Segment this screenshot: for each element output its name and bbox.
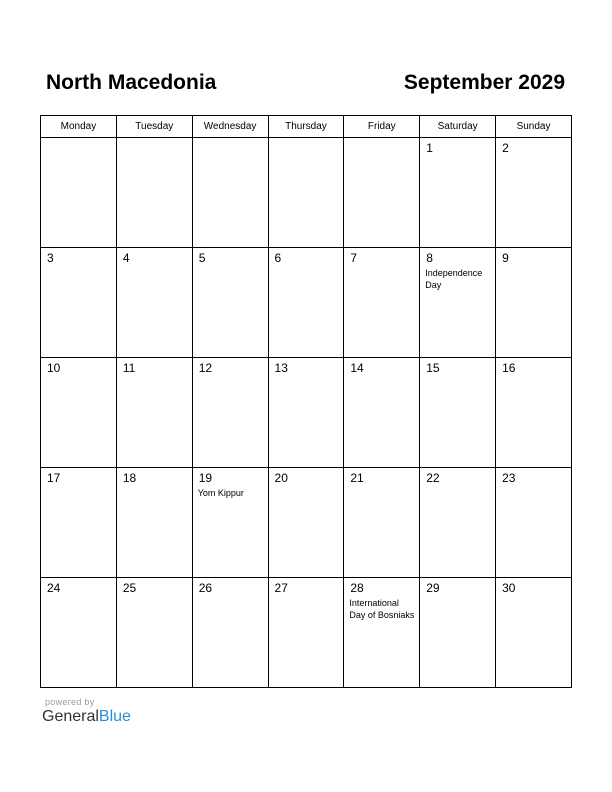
day-cell <box>344 578 420 688</box>
day-cell <box>41 468 117 578</box>
day-number: 14 <box>350 361 364 375</box>
calendar-month-title: September 2029 <box>403 71 565 94</box>
day-cell <box>192 248 268 358</box>
day-cell <box>344 248 420 358</box>
week-row <box>41 468 572 578</box>
day-number: 9 <box>502 251 509 265</box>
day-number: 8 <box>426 251 433 265</box>
day-number: 15 <box>426 361 440 375</box>
week-row <box>41 248 572 358</box>
day-cell <box>192 578 268 688</box>
day-cell <box>268 248 344 358</box>
day-cell <box>344 138 420 248</box>
day-number: 24 <box>47 581 61 595</box>
day-number: 1 <box>426 141 433 155</box>
day-number: 27 <box>274 581 288 595</box>
day-cell <box>420 578 496 688</box>
week-row <box>41 578 572 688</box>
day-number: 26 <box>198 581 213 595</box>
day-number: 4 <box>122 251 130 265</box>
day-number: 7 <box>350 251 358 265</box>
weekday-header: Sunday <box>496 116 572 138</box>
day-cell <box>496 578 572 688</box>
day-number: 10 <box>47 361 61 375</box>
weekday-header: Tuesday <box>116 116 192 138</box>
week-row <box>41 358 572 468</box>
weekday-header: Friday <box>344 116 420 138</box>
brand-blue-text: Blue <box>98 708 131 725</box>
day-cell <box>41 138 117 248</box>
day-number: 25 <box>122 581 137 595</box>
day-number: 16 <box>502 361 516 375</box>
day-cell <box>344 358 420 468</box>
day-cell <box>116 358 192 468</box>
powered-by-text: powered by <box>45 697 95 707</box>
day-cell <box>192 468 268 578</box>
day-number: 6 <box>274 251 282 265</box>
day-cell <box>420 248 496 358</box>
day-number: 21 <box>350 471 364 485</box>
day-number: 3 <box>47 251 54 265</box>
day-cell <box>496 248 572 358</box>
holiday-label: Independence Day <box>425 268 483 290</box>
day-number: 30 <box>502 581 516 595</box>
day-cell <box>496 138 572 248</box>
day-cell <box>420 358 496 468</box>
week-row <box>41 138 572 248</box>
day-number: 12 <box>198 361 213 375</box>
day-number: 5 <box>198 251 206 265</box>
day-number: 28 <box>350 581 364 595</box>
day-cell <box>41 578 117 688</box>
day-cell <box>116 248 192 358</box>
holiday-label: Yom Kippur <box>197 488 244 498</box>
day-cell <box>268 138 344 248</box>
day-cell <box>116 578 192 688</box>
weekday-header: Thursday <box>268 116 344 138</box>
generalblue-logo[interactable] <box>42 708 131 726</box>
weekday-header: Monday <box>41 116 117 138</box>
footer-branding <box>42 697 131 726</box>
day-number: 23 <box>502 471 516 485</box>
day-cell <box>496 468 572 578</box>
day-cell <box>268 578 344 688</box>
day-cell <box>116 138 192 248</box>
day-cell <box>268 358 344 468</box>
weekday-header-row <box>41 116 572 138</box>
day-number: 13 <box>274 361 288 375</box>
day-cell <box>41 358 117 468</box>
day-cell <box>420 468 496 578</box>
weekday-header: Saturday <box>420 116 496 138</box>
day-number: 20 <box>274 471 288 485</box>
day-number: 2 <box>502 141 509 155</box>
calendar-country-title: North Macedonia <box>46 71 217 94</box>
day-number: 22 <box>426 471 440 485</box>
day-number: 29 <box>426 581 440 595</box>
day-cell <box>192 358 268 468</box>
day-cell <box>496 358 572 468</box>
day-number: 17 <box>47 471 61 485</box>
day-cell <box>192 138 268 248</box>
day-cell <box>344 468 420 578</box>
day-cell <box>116 468 192 578</box>
day-cell <box>268 468 344 578</box>
weekday-header: Wednesday <box>192 116 268 138</box>
day-number: 19 <box>198 471 213 485</box>
holiday-label: International Day of Bosniaks <box>349 598 415 620</box>
calendar-grid <box>40 115 572 688</box>
day-cell <box>420 138 496 248</box>
day-cell <box>41 248 117 358</box>
day-number: 11 <box>122 361 136 375</box>
brand-general-text: General <box>42 708 99 725</box>
day-number: 18 <box>122 471 137 485</box>
